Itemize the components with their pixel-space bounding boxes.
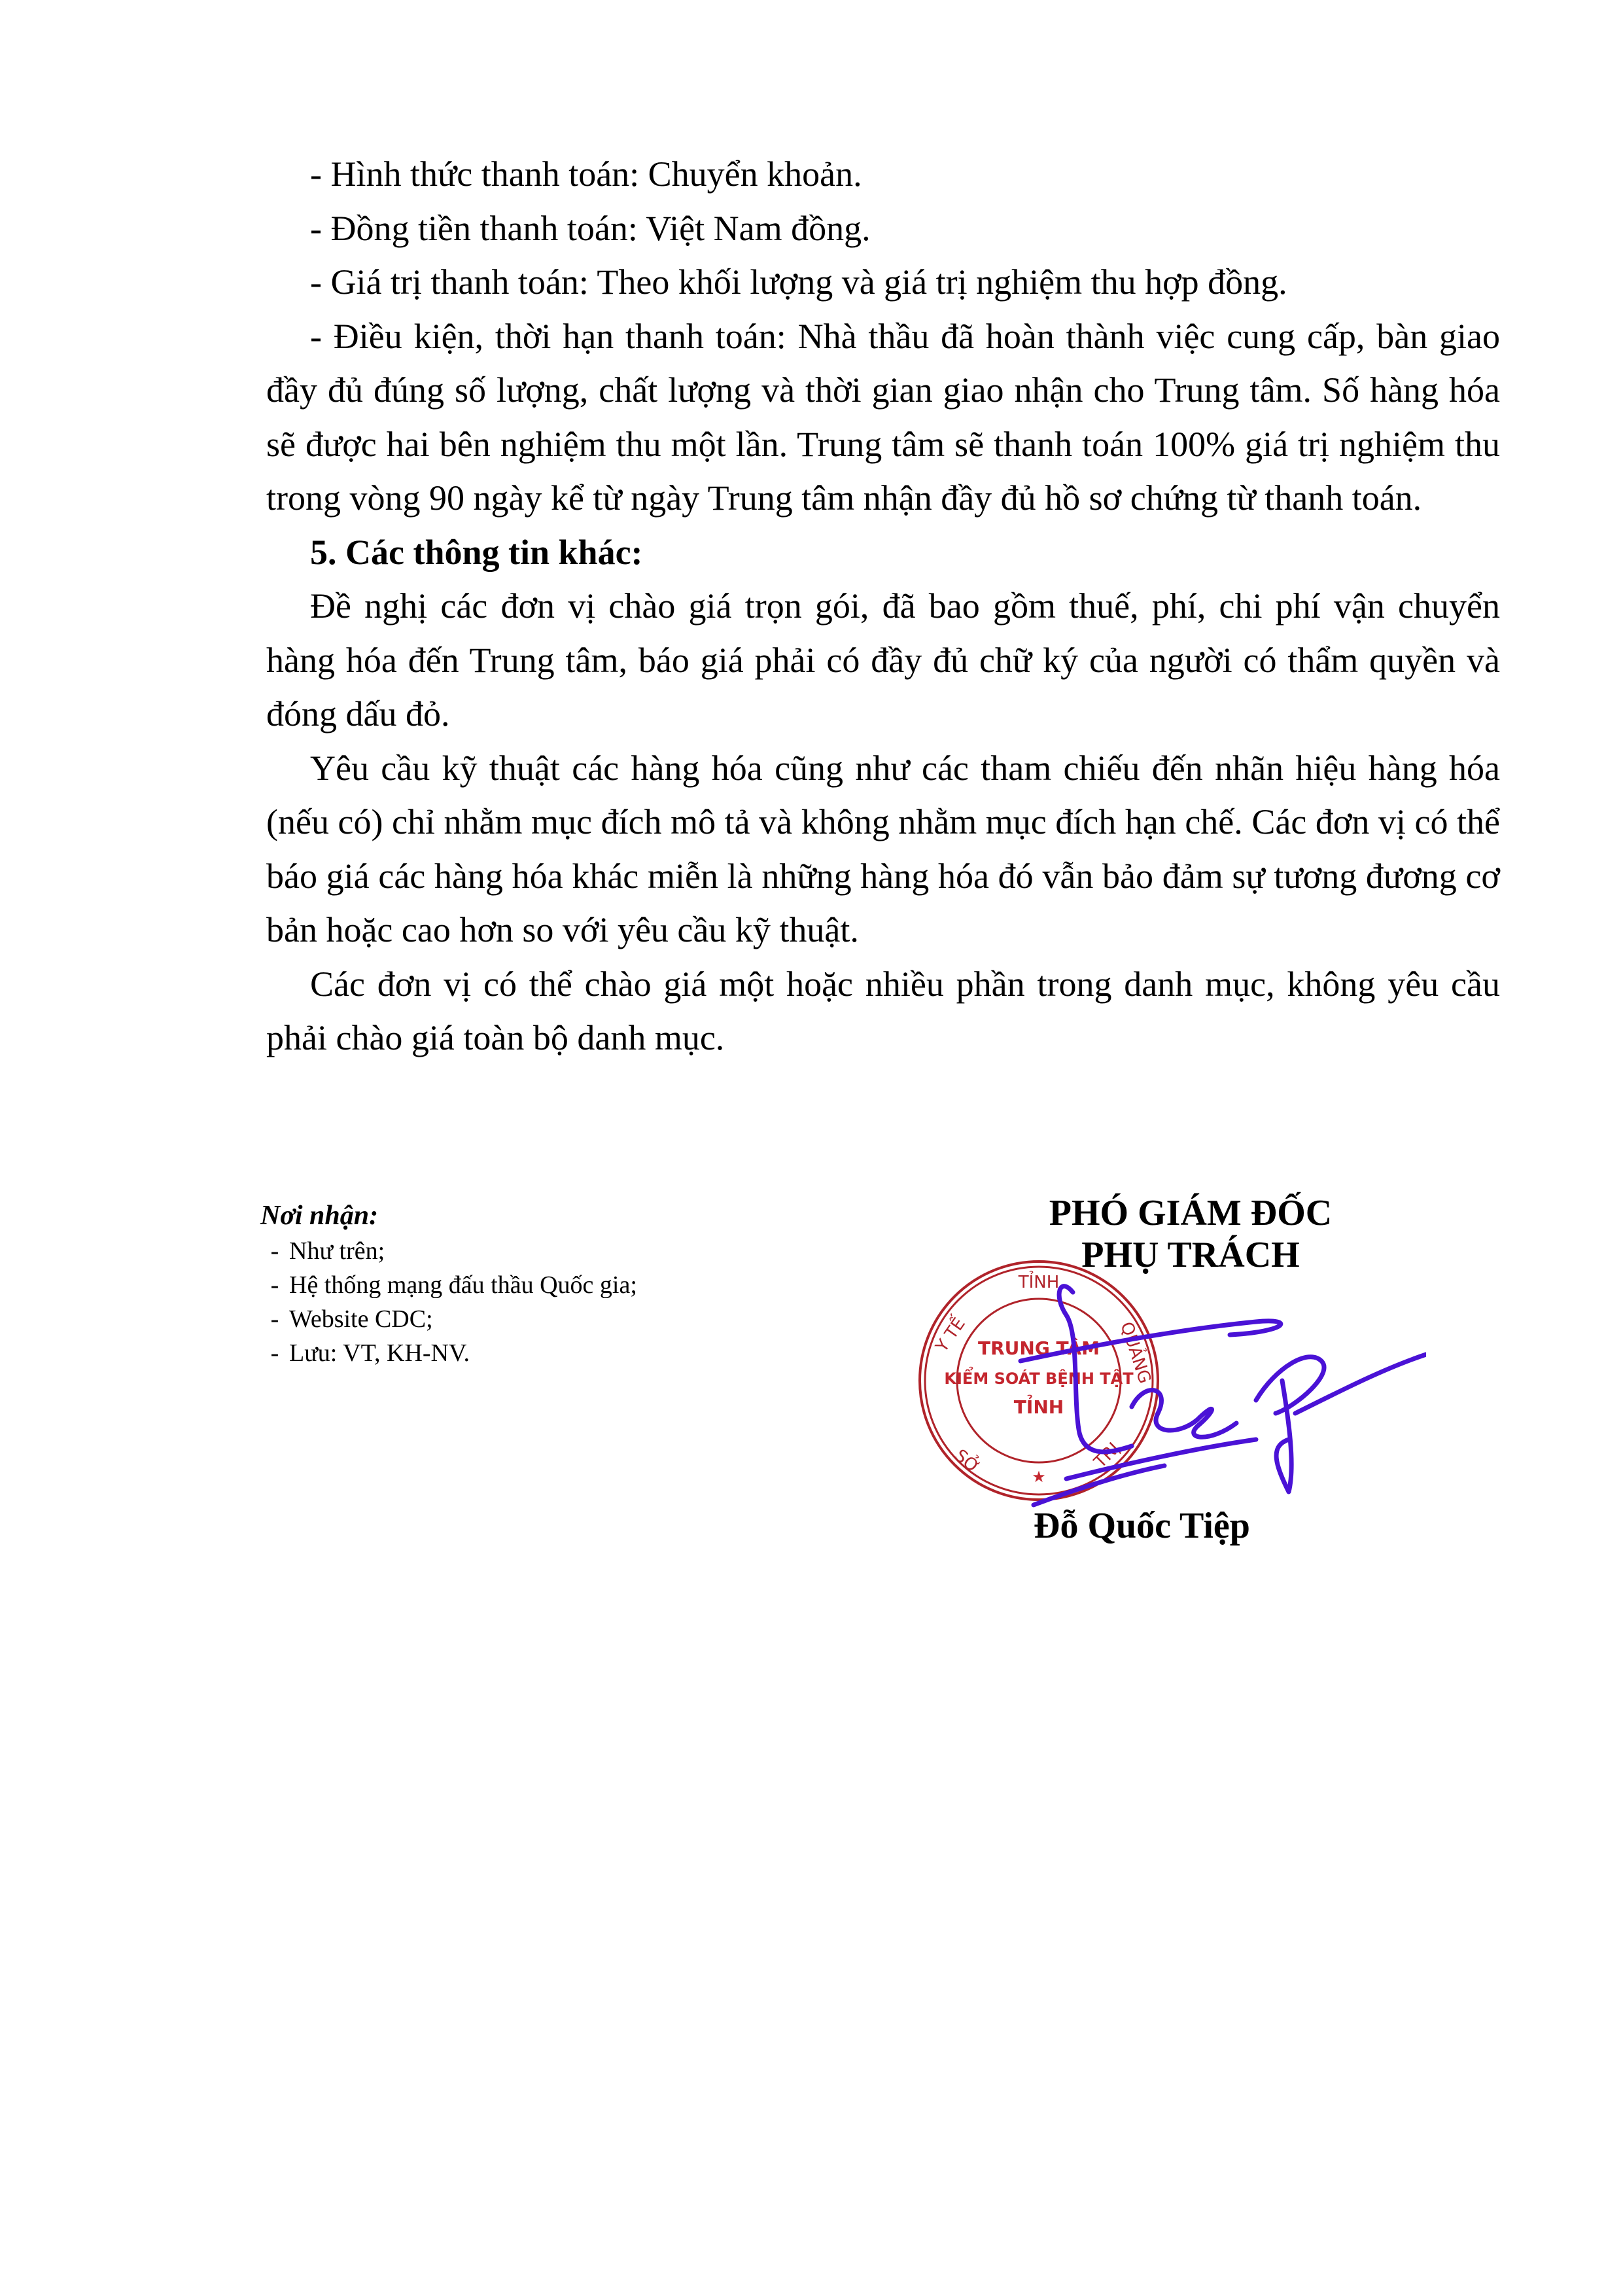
stamp-text-top: TỈNH [1018, 1273, 1060, 1292]
recipient-item [260, 1302, 637, 1336]
recipient-label: Hệ thống mạng đấu thầu Quốc gia; [289, 1271, 637, 1299]
payment-currency: - Đồng tiền thanh toán: Việt Nam đồng. [310, 208, 871, 248]
stamp-text-left: Y TẾ [932, 1314, 969, 1356]
payment-conditions: - Điều kiện, thời hạn thanh toán: Nhà thầu đã hoàn thành việc cung cấp, bàn giao đầy đủ đúng số lượng, chất lượng và thời gian giao nhận cho Trung tâm. Số hàng hóa sẽ được hai bên nghiệm thu một lần. Trung tâm sẽ thanh toán 100% giá trị nghiệm thu trong vòng 90 ngày kể từ ngày Trung tâm nhận đầy đủ hồ sơ chứng từ thanh toán. [266, 316, 1500, 518]
recipients-block [260, 1197, 637, 1370]
dash: - [270, 1271, 279, 1299]
signer-title-line1: PHÓ GIÁM ĐỐC [1049, 1193, 1333, 1233]
stamp-center-line3: TỈNH [1013, 1396, 1064, 1418]
paragraph-technical-requirements: Yêu cầu kỹ thuật các hàng hóa cũng như các tham chiếu đến nhãn hiệu hàng hóa (nếu có) chỉ nhằm mục đích mô tả và không nhằm mục đích hạn chế. Các đơn vị có thể báo giá các hàng hóa khác miễn là những hàng hóa đó vẫn bảo đảm sự tương đương cơ bản hoặc cao hơn so với yêu cầu kỹ thuật. [266, 748, 1500, 949]
stamp-star-icon: ★ [1032, 1468, 1046, 1486]
payment-value: - Giá trị thanh toán: Theo khối lượng và giá trị nghiệm thu hợp đồng. [310, 262, 1287, 302]
recipient-item [260, 1234, 637, 1268]
stamp-text-right: QUẢNG [1116, 1319, 1155, 1386]
dash: - [270, 1237, 279, 1265]
recipient-item [260, 1268, 637, 1302]
signer-title-line2: PHỤ TRÁCH [1081, 1235, 1300, 1275]
section-heading: 5. Các thông tin khác: [310, 532, 643, 572]
paragraph-quote-terms: Đề nghị các đơn vị chào giá trọn gói, đã bao gồm thuế, phí, chi phí vận chuyển hàng hóa đến Trung tâm, báo giá phải có đầy đủ chữ ký của người có thẩm quyền và đóng dấu đỏ. [266, 586, 1500, 733]
recipients-list [260, 1234, 637, 1370]
recipient-label: Lưu: VT, KH-NV. [289, 1339, 470, 1367]
stamp-center-line1: TRUNG TÂM [977, 1337, 1100, 1359]
dash: - [270, 1339, 279, 1367]
signer-name: Đỗ Quốc Tiệp [1034, 1506, 1250, 1546]
stamp-text-bottom-right: TRỊ [1091, 1439, 1124, 1472]
recipient-item [260, 1336, 637, 1370]
stamp-text-bottom-left: SỞ [951, 1445, 984, 1478]
document-body [266, 147, 1500, 1065]
handwritten-signature-icon [981, 1269, 1426, 1518]
recipient-label: Website CDC; [289, 1305, 433, 1333]
recipient-label: Như trên; [289, 1237, 385, 1265]
payment-method: - Hình thức thanh toán: Chuyển khoản. [310, 154, 862, 194]
recipients-title: Nơi nhận: [260, 1201, 379, 1231]
paragraph-partial-quotes: Các đơn vị có thể chào giá một hoặc nhiều phần trong danh mục, không yêu cầu phải chào giá toàn bộ danh mục. [266, 964, 1500, 1057]
stamp-center-line2: KIỂM SOÁT BỆNH TẬT [944, 1369, 1134, 1388]
dash: - [270, 1305, 279, 1333]
